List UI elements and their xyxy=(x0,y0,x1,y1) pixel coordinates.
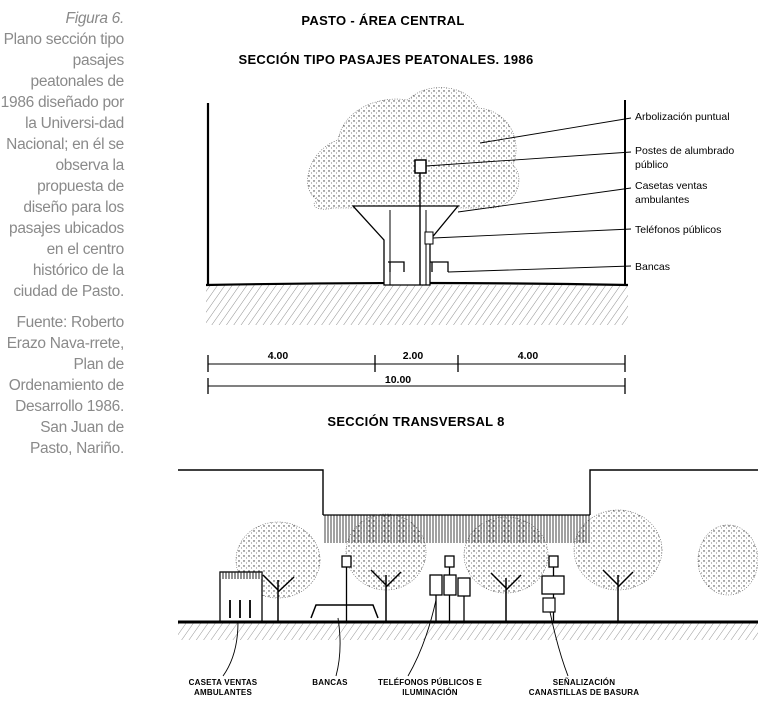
caption-text: Plano sección tipo pasajes peatonales de 1986 diseñado por la Universi-dad Nacional; en él se observa la propuesta de diseño para los pasajes ubicados en el centro histórico de la ciudad de Pasto. xyxy=(0,31,124,300)
figure-caption xyxy=(0,8,124,469)
dim-total: 10.00 xyxy=(384,374,412,386)
tree-canopy-icon xyxy=(308,88,519,210)
bottom-label-caseta-1: CASETA VENTAS xyxy=(188,678,258,687)
caption-figure-label: Figura 6. xyxy=(65,10,124,27)
label-bancas: Bancas xyxy=(635,261,671,273)
bottom-label-senal-1: SEÑALIZACIÓN xyxy=(552,678,616,687)
section2-drawing xyxy=(178,470,758,676)
main-title: PASTO - ÁREA CENTRAL xyxy=(301,13,465,28)
label-telefonos: Teléfonos públicos xyxy=(635,224,722,236)
section1-drawing xyxy=(206,88,631,325)
section1-title: SECCIÓN TIPO PASAJES PEATONALES. 1986 xyxy=(238,52,534,67)
label-postes-line2: público xyxy=(635,159,669,171)
architectural-drawing xyxy=(168,0,758,708)
caption-source: Fuente: Roberto Erazo Nava-rrete, Plan de Ordenamiento de Desarrollo 1986. San Juan de Pasto, Nariño. xyxy=(6,314,124,457)
bottom-label-telefonos-1: TELÉFONOS PÚBLICOS E xyxy=(377,678,483,687)
bottom-label-bancas: BANCAS xyxy=(312,678,348,687)
dim-left: 4.00 xyxy=(267,350,289,362)
label-casetas-line2: ambulantes xyxy=(635,194,690,206)
label-casetas-line1: Casetas ventas xyxy=(635,180,708,192)
drawing-canvas xyxy=(168,0,758,708)
bottom-label-senal-2: CANASTILLAS DE BASURA xyxy=(528,688,640,697)
bottom-label-caseta-2: AMBULANTES xyxy=(194,688,252,697)
label-postes-line1: Postes de alumbrado xyxy=(635,145,735,157)
section2-title: SECCIÓN TRANSVERSAL 8 xyxy=(327,414,505,429)
caption-description xyxy=(0,8,124,302)
label-arbolizacion: Arbolización puntual xyxy=(635,111,730,123)
dim-center: 2.00 xyxy=(402,350,424,362)
lamp-icon xyxy=(415,160,426,173)
bottom-label-telefonos-2: ILUMINACIÓN xyxy=(402,688,458,697)
dim-right: 4.00 xyxy=(517,350,539,362)
